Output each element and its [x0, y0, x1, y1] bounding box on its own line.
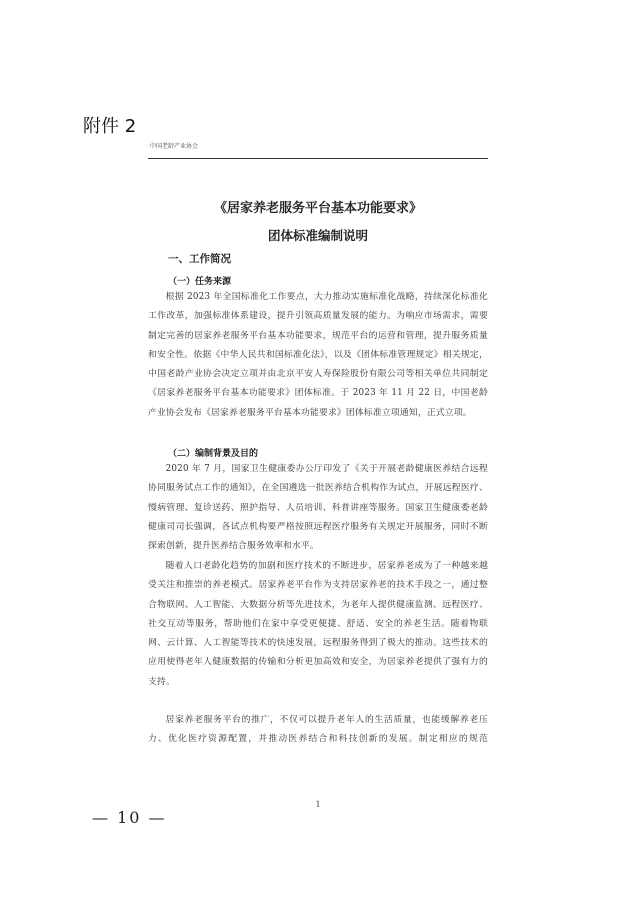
- header-organization: 中国老龄产业协会: [150, 143, 199, 150]
- paragraph-background-policy: 2020 年 7 月，国家卫生健康委办公厅印发了《关于开展老龄健康医养结合远程协同服务试点工作的通知》，在全国遴选一批医养结合机构作为试点，开展远程医疗、慢病管理、复诊送药、照护指导、人员培训、科普讲座等服务。国家卫生健康委老龄健康司司长强调，各试点机构要严格按照远程医疗服务有关规定开展服务，同时不断探索创新，提升医养结合服务效率和水平。: [148, 464, 488, 552]
- subsection-heading-task-source: （一）任务来源: [168, 277, 232, 287]
- subsection-heading-background: （二）编制背景及目的: [168, 449, 259, 459]
- document-title: 《居家养老服务平台基本功能要求》: [213, 201, 422, 216]
- paragraph-background-promotion: 居家养老服务平台的推广，不仅可以提升老年人的生活质量，也能缓解养老压力、优化医疗资源配置，并推动医养结合和科技创新的发展。制定相应的规范: [148, 715, 488, 745]
- outer-page-number: — 10 —: [92, 808, 167, 827]
- paragraph-background-aging: 随着人口老龄化趋势的加剧和医疗技术的不断进步，居家养老成为了一种越来越受关注和推崇的养老模式。居家养老平台作为支持居家养老的技术手段之一，通过整合物联网、人工智能、大数据分析等先进技术，为老年人提供健康监测、远程医疗、社交互动等服务，帮助他们在家中享受更便捷、舒适、安全的养老生活。随着物联网、云计算、人工智能等技术的快速发展，远程服务得到了极大的推动。这些技术的应用使得老年人健康数据的传输和分析更加高效和安全，为居家养老提供了强有力的支持。: [148, 561, 488, 687]
- inner-page-number: 1: [315, 800, 321, 809]
- header-rule: [148, 158, 488, 159]
- paragraph-task-source: 根据 2023 年全国标准化工作要点，大力推动实施标准化战略，持续深化标准化工作改革，加强标准体系建设，提升引领高质量发展的能力。为响应市场需求，需要制定完善的居家养老服务平台基本功能要求，规范平台的运营和管理，提升服务质量和安全性。依据《中华人民共和国标准化法》，以及《团体标准管理规定》相关规定，中国老龄产业协会决定立项并由北京平安人寿保险股份有限公司等相关单位共同制定《居家养老服务平台基本功能要求》团体标准。于 2023 年 11 月 22 日，中国老龄产业协会发布《居家养老服务平台基本功能要求》团体标准立项通知，正式立项。: [148, 292, 488, 418]
- section-heading-work-overview: 一、工作简况: [168, 253, 231, 265]
- attachment-label: 附件 2: [83, 116, 137, 137]
- document-subtitle: 团体标准编制说明: [267, 228, 368, 243]
